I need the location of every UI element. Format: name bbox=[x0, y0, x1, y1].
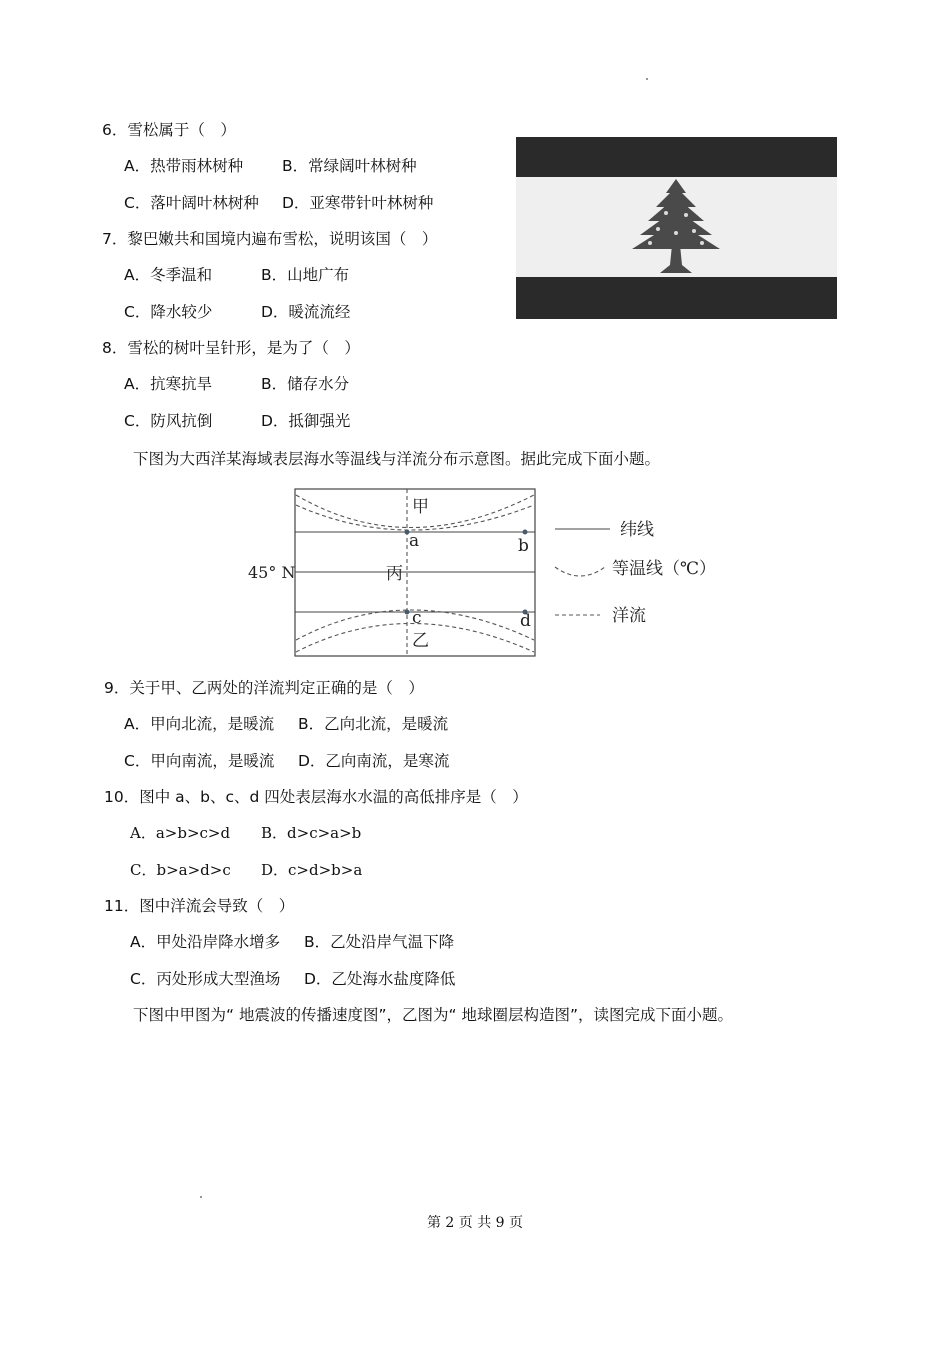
legend-isotherm-label: 等温线（℃） bbox=[612, 559, 717, 579]
option-b[interactable]: B．山地广布 bbox=[261, 266, 350, 284]
option-b[interactable]: B．乙向北流，是暖流 bbox=[298, 715, 449, 733]
question-8-options-row2 bbox=[124, 411, 350, 431]
option-a[interactable]: A．抗寒抗旱 bbox=[124, 375, 213, 393]
isotherm-current-diagram bbox=[245, 484, 725, 662]
option-c[interactable]: C．防风抗倒 bbox=[124, 412, 213, 430]
option-a[interactable]: A．冬季温和 bbox=[124, 266, 213, 284]
option-b[interactable]: B．乙处沿岸气温下降 bbox=[304, 933, 455, 951]
label-bing: 丙 bbox=[386, 564, 403, 584]
label-d: d bbox=[520, 611, 531, 631]
legend-isotherm-swatch bbox=[555, 567, 605, 576]
page-mark bbox=[646, 78, 648, 80]
section-intro-ocean-current: 下图为大西洋某海域表层海水等温线与洋流分布示意图。据此完成下面小题。 bbox=[133, 450, 661, 468]
option-c[interactable]: C．b>a>d>c bbox=[130, 861, 231, 879]
option-c[interactable]: C．降水较少 bbox=[124, 303, 213, 321]
point-c-marker bbox=[405, 610, 410, 615]
question-9-options-row1 bbox=[124, 714, 448, 734]
question-11-options-row2 bbox=[130, 969, 455, 989]
option-d[interactable]: D．乙处海水盐度降低 bbox=[304, 970, 456, 988]
option-b[interactable]: B．常绿阔叶林树种 bbox=[282, 157, 417, 175]
question-9-options-row2 bbox=[124, 751, 449, 771]
option-b[interactable]: B．d>c>a>b bbox=[261, 824, 362, 842]
option-d[interactable]: D．c>d>b>a bbox=[261, 861, 363, 879]
option-d[interactable]: D．暖流流经 bbox=[261, 303, 351, 321]
question-10-options-row1 bbox=[130, 823, 361, 843]
option-a[interactable]: A．热带雨林树种 bbox=[124, 157, 244, 175]
question-10-stem: 10．图中 a、b、c、d 四处表层海水水温的高低排序是（ ） bbox=[104, 788, 528, 806]
question-8-options-row1 bbox=[124, 374, 349, 394]
point-b-marker bbox=[523, 530, 528, 535]
option-d[interactable]: D．亚寒带针叶林树种 bbox=[282, 194, 434, 212]
label-jia: 甲 bbox=[412, 497, 429, 517]
label-a: a bbox=[409, 531, 420, 551]
option-b[interactable]: B．储存水分 bbox=[261, 375, 350, 393]
label-c: c bbox=[412, 608, 422, 628]
question-6-options-row2 bbox=[124, 193, 433, 213]
option-c[interactable]: C．落叶阔叶林树种 bbox=[124, 194, 259, 212]
legend-latitude-label: 纬线 bbox=[620, 520, 654, 540]
flag-bottom-band bbox=[516, 277, 837, 319]
label-b: b bbox=[518, 536, 529, 556]
label-yi: 乙 bbox=[412, 631, 429, 651]
question-6-options-row1 bbox=[124, 156, 417, 176]
legend-current-label: 洋流 bbox=[612, 606, 646, 626]
question-10-options-row2 bbox=[130, 860, 362, 880]
label-latitude-45n: 45° N bbox=[248, 563, 296, 582]
question-7-options-row1 bbox=[124, 265, 349, 285]
option-c[interactable]: C．甲向南流，是暖流 bbox=[124, 752, 275, 770]
question-8-stem: 8．雪松的树叶呈针形，是为了（ ） bbox=[102, 339, 360, 357]
option-d[interactable]: D．抵御强光 bbox=[261, 412, 351, 430]
section-intro-seismic: 下图中甲图为“ 地震波的传播速度图”，乙图为“ 地球圈层构造图”，读图完成下面小题。 bbox=[133, 1006, 733, 1024]
option-a[interactable]: A．甲处沿岸降水增多 bbox=[130, 933, 281, 951]
question-9-stem: 9．关于甲、乙两处的洋流判定正确的是（ ） bbox=[104, 679, 424, 697]
option-d[interactable]: D．乙向南流，是寒流 bbox=[298, 752, 450, 770]
question-11-options-row1 bbox=[130, 932, 454, 952]
page-mark bbox=[200, 1196, 202, 1198]
option-c[interactable]: C．丙处形成大型渔场 bbox=[130, 970, 281, 988]
page-footer: 第 2 页 共 9 页 bbox=[426, 1215, 524, 1231]
flag-top-band bbox=[516, 137, 837, 177]
question-11-stem: 11．图中洋流会导致（ ） bbox=[104, 897, 295, 915]
question-6-stem: 6．雪松属于（ ） bbox=[102, 121, 236, 139]
question-7-stem: 7．黎巴嫩共和国境内遍布雪松，说明该国（ ） bbox=[102, 230, 438, 248]
option-a[interactable]: A．甲向北流，是暖流 bbox=[124, 715, 275, 733]
option-a[interactable]: A．a>b>c>d bbox=[130, 824, 231, 842]
lebanon-flag-cedar-image bbox=[516, 137, 837, 319]
question-7-options-row2 bbox=[124, 302, 350, 322]
